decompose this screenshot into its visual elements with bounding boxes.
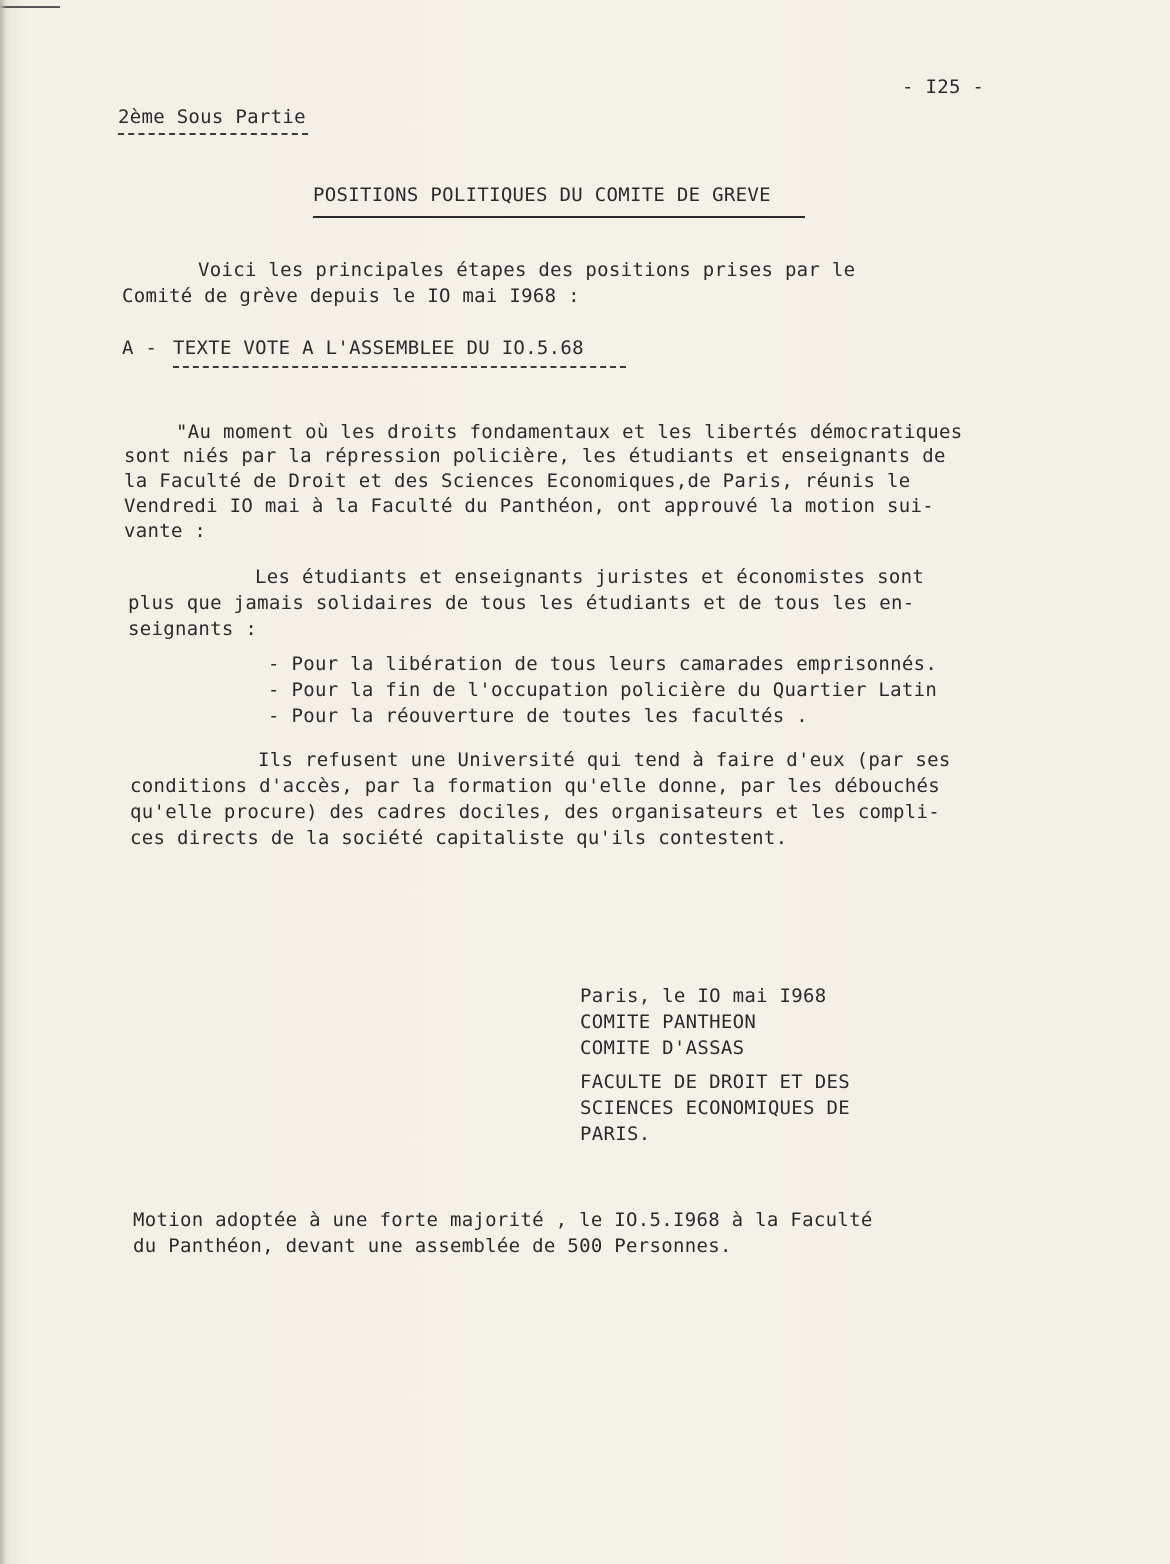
footer-note-line-1: Motion adoptée à une forte majorité , le IO.5.I968 à la Faculté [133, 1209, 873, 1231]
intro-line-2: Comité de grève depuis le IO mai I968 : [122, 285, 580, 307]
paragraph1-line-5: vante : [124, 520, 207, 542]
signature-date: Paris, le IO mai I968 [580, 985, 827, 1007]
footer-note-line-2: du Panthéon, devant une assemblée de 500 Personnes. [133, 1235, 732, 1257]
paragraph3-line-2: conditions d'accès, par la formation qu'elle donne, par les débouchés [130, 775, 940, 797]
section-label-underline [118, 133, 308, 135]
intro-line-1: Voici les principales étapes des positions prises par le [198, 259, 856, 281]
subheading-underline [173, 366, 626, 368]
paragraph2-line-3: seignants : [128, 618, 258, 640]
paragraph1-line-1: "Au moment où les droits fondamentaux et les libertés démocratiques [176, 421, 963, 443]
page-title-underline [313, 216, 805, 218]
bullet-item-1: - Pour la libération de tous leurs camarades emprisonnés. [268, 653, 938, 675]
section-label: 2ème Sous Partie [118, 106, 306, 128]
paragraph2-line-2: plus que jamais solidaires de tous les étudiants et de tous les en- [128, 592, 915, 614]
signature-faculty-line-2: SCIENCES ECONOMIQUES DE [580, 1097, 850, 1119]
paragraph3-line-4: ces directs de la société capitaliste qu'ils contestent. [130, 827, 788, 849]
paragraph1-line-4: Vendredi IO mai à la Faculté du Panthéon, ont approuvé la motion sui- [124, 495, 934, 517]
signature-committee-1: COMITE PANTHEON [580, 1011, 757, 1033]
signature-committee-2: COMITE D'ASSAS [580, 1037, 745, 1059]
page-title: POSITIONS POLITIQUES DU COMITE DE GREVE [313, 184, 771, 206]
signature-faculty-line-3: PARIS. [580, 1123, 651, 1145]
bullet-item-2: - Pour la fin de l'occupation policière du Quartier Latin [268, 679, 938, 701]
page-number: - I25 - [902, 76, 985, 98]
signature-faculty-line-1: FACULTE DE DROIT ET DES [580, 1071, 850, 1093]
paragraph2-line-1: Les étudiants et enseignants juristes et économistes sont [255, 566, 925, 588]
paragraph3-line-1: Ils refusent une Université qui tend à faire d'eux (par ses [258, 749, 951, 771]
paragraph1-line-2: sont niés par la répression policière, les étudiants et enseignants de [124, 445, 946, 467]
bullet-item-3: - Pour la réouverture de toutes les facultés . [268, 705, 808, 727]
paragraph1-line-3: la Faculté de Droit et des Sciences Economiques,de Paris, réunis le [124, 470, 911, 492]
subheading-prefix: A - [122, 337, 169, 359]
paragraph3-line-3: qu'elle procure) des cadres dociles, des organisateurs et les compli- [130, 801, 940, 823]
subheading: TEXTE VOTE A L'ASSEMBLEE DU IO.5.68 [173, 337, 584, 359]
